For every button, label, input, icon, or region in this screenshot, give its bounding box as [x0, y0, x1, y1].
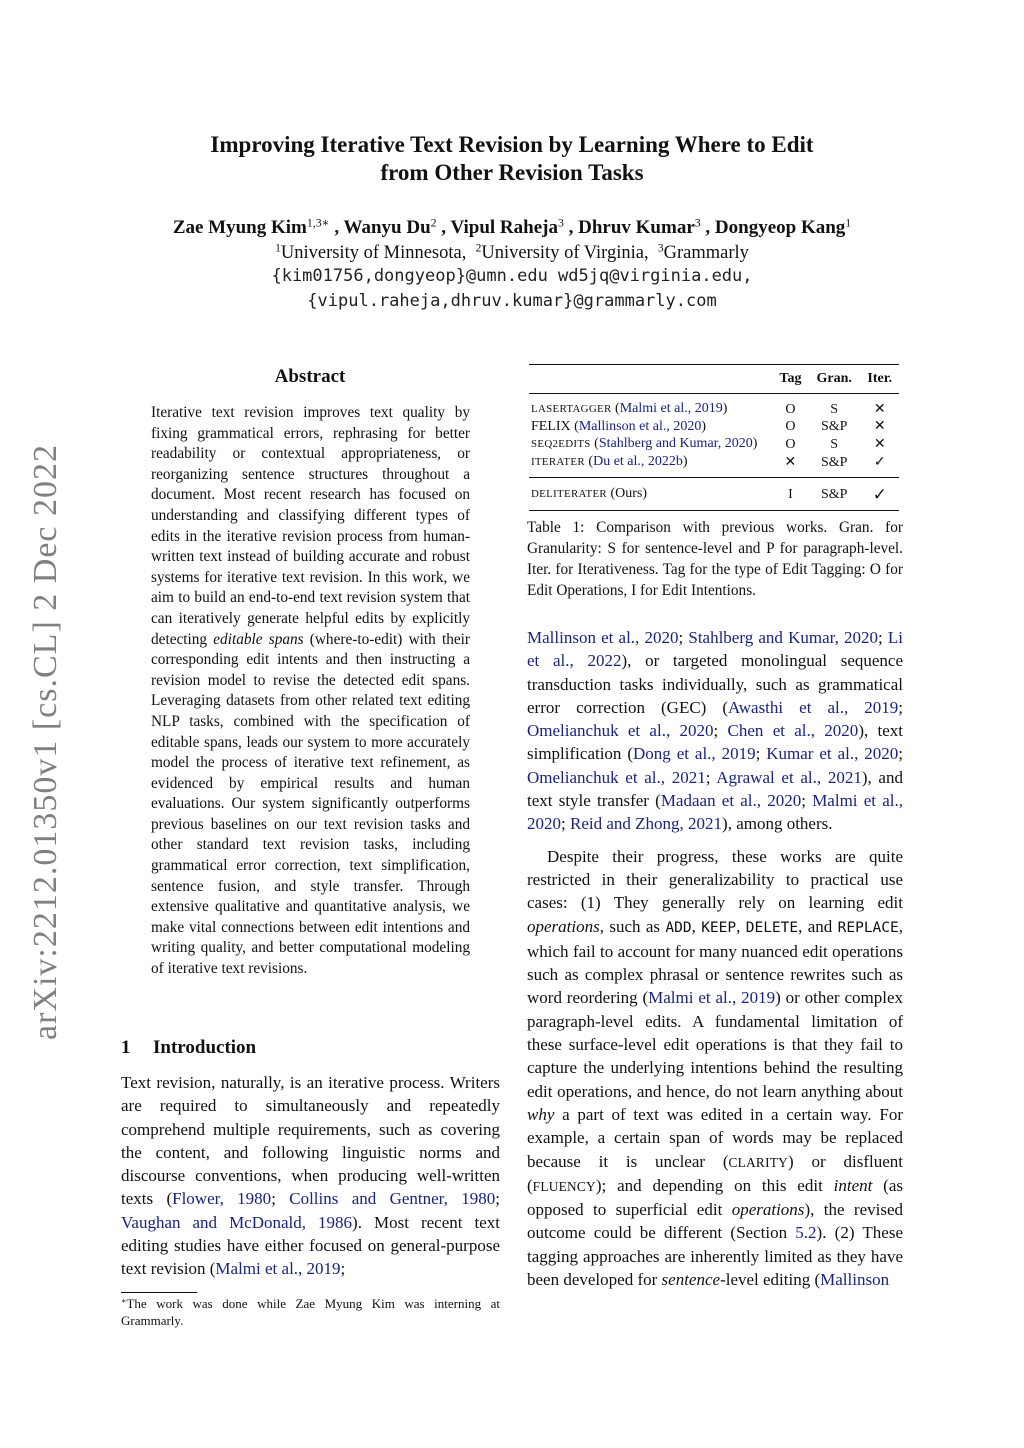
affiliation: University of Minnesota,	[280, 243, 467, 263]
operation-code: KEEP	[701, 919, 737, 936]
table-row	[529, 453, 899, 478]
intro-paragraph-1: Text revision, naturally, is an iterative process. Writers are required to simultaneously and repeatedly comprehend multiple requirements, such as covering the content, and following linguistic norms and discourse conventions, when producing well-written texts (Flower, 1980; Collins and Gentner, 1980; Vaughan and McDonald, 1986). Most recent text editing studies have either focused on general-purpose text revision (Malmi et al., 2019;	[121, 1073, 500, 1279]
table-cell-iter: ✓	[872, 484, 887, 504]
affil-mark: 3	[657, 242, 664, 255]
emphasis: operations	[731, 1200, 805, 1220]
section-ref-link[interactable]: 5.2	[795, 1223, 817, 1243]
author-name: Dongyeop Kang	[714, 217, 846, 238]
title-line-2: from Other Revision Tasks	[380, 160, 644, 185]
table-cell-iter: ✓	[873, 454, 886, 470]
email-line-1[interactable]: {kim01756,dongyeop}@umn.edu wd5jq@virginia.edu,	[271, 266, 753, 286]
email-block	[100, 264, 924, 314]
body-text: Despite their progress, these works are quite restricted in their generalizability to practical use cases: (1) They generally rely on learning edit	[527, 846, 903, 913]
body-text: ), or targeted monolingual sequence transduction tasks individually, such as grammatical error correction (GEC) (	[527, 651, 903, 717]
citation-link[interactable]: Collins and Gentner, 1980	[289, 1189, 496, 1209]
table-row	[529, 435, 899, 453]
table-cell-system: LASERTAGGER (Malmi et al., 2019)	[531, 401, 728, 416]
body-text: ) or disfluent (	[527, 1151, 903, 1195]
citation-link[interactable]: Awasthi et al., 2019	[728, 697, 899, 717]
author-name: Vipul Raheja	[450, 217, 558, 238]
operation-code: DELETE	[745, 919, 799, 936]
intro-paragraph-1-cont: Mallinson et al., 2020; Stahlberg and Kumar, 2020; Li et al., 2022), or targeted monolingual sequence transduction tasks individually, such as grammatical error correction (GEC) (Awasthi et al., 2019; Omelianchuk et al., 2020; Chen et al., 2020), text simplification (Dong et al., 2019; Kumar et al., 2020; Omelianchuk et al., 2021; Agrawal et al., 2021), and text style transfer (Madaan et al., 2020; Malmi et al., 2020; Reid and Zhong, 2021), among others.	[527, 628, 904, 834]
table-cell-iter: ✕	[873, 419, 886, 434]
title-line-1: Improving Iterative Text Revision by Learning Where to Edit	[210, 132, 814, 157]
system-name: LASERTAGGER	[531, 403, 612, 415]
email-line-2[interactable]: {vipul.raheja,dhruv.kumar}@grammarly.com	[307, 291, 717, 311]
body-text: Text revision, naturally, is an iterative process. Writers are required to simultaneously and repeatedly comprehend multiple requirements, such as covering the content, and following linguistic norms and discourse conventions, when producing well-written texts (	[121, 1073, 500, 1209]
intro-paragraph-2: Despite their progress, these works are quite restricted in their generalizability to practical use cases: (1) They generally rely on learning edit operations, such as ADD, KEEP, DELETE, and REPLACE, which fail to account for many nuanced edit operations such as complex phrasal or sentence rewrites such as word reordering (Malmi et al., 2019) or other complex paragraph-level edits. A fundamental limitation of these surface-level edit operations is that they fail to capture the underlying intentions behind the resulting edit operations, and hence, do not learn anything about why a part of text was edited in a certain way. For example, a certain span of words may be replaced because it is unclear (CLARITY) or disfluent (FLUENCY); and depending on this edit intent (as opposed to superficial edit operations), the revised outcome could be different (Section 5.2). (2) These tagging approaches are inherently limited as they have been developed for sentence-level editing (Mallinson	[527, 846, 903, 1290]
footnote-text: The work was done while Zae Myung Kim was interning at Grammarly.	[121, 1296, 500, 1328]
comparison-table	[529, 364, 899, 511]
table-caption: Table 1: Comparison with previous works. Gran. for Granularity: S for sentence-level and P for paragraph-level. Iter. for Iterativeness. Tag for the type of Edit Tagging: O for Edit Operations, I for Edit Intentions.	[527, 519, 903, 599]
table-header-cell	[529, 365, 773, 394]
table-cell-gran: S	[830, 436, 839, 452]
system-note: (Ours)	[610, 486, 648, 501]
author-name: Zae Myung Kim	[172, 217, 307, 238]
citation-link[interactable]: Mallinson et al., 2020	[578, 419, 702, 434]
citation-link[interactable]: Omelianchuk et al., 2020	[527, 721, 714, 741]
body-text: a part of text was edited in a certain way. For example, a certain span of words may be replaced because it is unclear (	[527, 1104, 903, 1171]
abstract-text: Iterative text revision improves text quality by fixing grammatical errors, rephrasing for better readability or contextual appropriateness, or reorganizing sentence structures throughout a document. Most recent research has focused on understanding and classifying different types of edits in the iterative revision process from human-written text instead of building accurate and robust systems for iterative text revision. In this work, we aim to build an end-to-end text revision system that can iteratively generate helpful edits by explicitly detecting	[151, 404, 470, 648]
emphasis: why	[527, 1104, 555, 1124]
body-text: (as opposed to superficial edit	[527, 1175, 903, 1220]
abstract-emphasis: editable spans	[213, 630, 304, 648]
citation-link[interactable]: Du et al., 2022b	[593, 454, 683, 469]
author-affil-mark: 1	[845, 216, 852, 230]
affiliation: Grammarly	[663, 243, 749, 263]
table-header-row	[529, 365, 899, 394]
author-affil-mark: 2	[430, 216, 437, 230]
author-list: Zae Myung Kim$^{1,3∗}$ , Wanyu Du$^2$ , Vipul Raheja$^3$ , Dhruv Kumar$^3$ , Dongyeop Kang$^1$	[172, 216, 852, 238]
body-text: ), the revised outcome could be different (Section	[527, 1200, 903, 1243]
affiliation-list	[100, 241, 924, 266]
table-header-cell: Iter.	[867, 371, 893, 386]
citation-link[interactable]: Vaughan and McDonald, 1986	[121, 1212, 353, 1232]
citation-link[interactable]: Chen et al., 2020	[727, 721, 859, 741]
table-row	[529, 394, 899, 419]
abstract-text: (where-to-edit) with their corresponding edit intents and then instructing a revision model to revise the detected edit spans. Leveraging datasets from other related text editing NLP tasks, combined with the specification of editable spans, leads our system to more accurately model the process of iterative text refinement, as evidenced by empirical results and human evaluations. Our system significantly outperforms previous baselines on our text revision tasks and other standard text revision tasks, including grammatical error correction, text simplification, sentence fusion, and style transfer. Through extensive qualitative and quantitative analysis, we make vital connections between edit intentions and writing quality, and better computational modeling of iterative text revisions.	[151, 630, 470, 978]
body-text: ), among others.	[722, 814, 833, 834]
citation-link[interactable]: Omelianchuk et al., 2021	[527, 767, 706, 787]
body-text: ). Most recent text editing studies have either focused on general-purpose text revision (	[121, 1212, 500, 1279]
table-cell-system: ITERATER (Du et al., 2022b)	[531, 454, 688, 469]
affil-mark: 2	[475, 242, 482, 255]
table-cell-tag: ✕	[784, 454, 797, 470]
intent-label: CLARITY	[728, 1154, 789, 1170]
emphasis: operations	[527, 916, 600, 936]
body-text: , such as	[599, 916, 666, 936]
table-cell-tag: I	[788, 486, 793, 502]
abstract-heading: Abstract	[274, 366, 346, 387]
citation-link[interactable]: Malmi et al., 2019	[215, 1259, 341, 1279]
footnote-rule	[121, 1292, 197, 1293]
table-cell-system: FELIX (Mallinson et al., 2020)	[531, 419, 707, 434]
citation-link[interactable]: Mallinson et al., 2020	[527, 628, 679, 647]
system-name: SEQ2EDITS	[531, 438, 591, 450]
table-cell-iter: ✕	[873, 401, 886, 417]
table-cell-gran: S&P	[820, 419, 848, 434]
affiliation: University of Virginia,	[481, 243, 649, 263]
table-cell-tag: O	[785, 419, 796, 434]
body-text: ) or other complex paragraph-level edits. A fundamental limitation of these surface-level edit operations is that they fail to capture the underlying intentions behind the resulting edit operations, and hence, do not learn anything about	[527, 988, 903, 1101]
citation-link[interactable]: Dong et al., 2019	[633, 744, 756, 764]
system-name: FELIX	[531, 419, 571, 434]
intro-right-column	[527, 626, 903, 1291]
emphasis: intent	[833, 1175, 873, 1195]
intro-left-column	[121, 1071, 500, 1281]
author-name: Wanyu Du	[343, 217, 431, 238]
emphasis: sentence	[661, 1270, 721, 1290]
table-cell-gran: S&P	[820, 486, 848, 502]
citation-link[interactable]: Li et al., 2022	[527, 628, 904, 671]
paper-title	[150, 131, 874, 187]
body-text: -level editing (	[720, 1270, 821, 1290]
table-row	[529, 418, 899, 435]
citation-link[interactable]: Agrawal et al., 2021	[716, 767, 862, 787]
intent-label: FLUENCY	[532, 1178, 596, 1194]
table-cell-tag: O	[785, 436, 796, 452]
operation-code: ADD	[665, 919, 692, 936]
citation-link[interactable]: Malmi et al., 2019	[648, 988, 776, 1008]
operation-code: REPLACE	[837, 919, 899, 936]
citation-link[interactable]: Kumar et al., 2020	[766, 744, 899, 764]
footnote-mark: ∗	[121, 1296, 127, 1306]
table-row-ours	[529, 478, 899, 511]
table-cell-system	[529, 478, 773, 511]
table-header-cell: Gran.	[816, 371, 852, 386]
author-affil-mark: 1,3∗	[306, 216, 330, 230]
arxiv-sidebar-stamp[interactable]: arXiv:2212.01350v1 [cs.CL] 2 Dec 2022	[27, 443, 64, 1040]
citation-link[interactable]: Stahlberg and Kumar, 2020	[598, 436, 753, 451]
footnote	[121, 1295, 500, 1329]
body-text: ), and text style transfer (	[527, 767, 903, 811]
author-affil-mark: 3	[557, 216, 564, 230]
table-header-cell: Tag	[779, 371, 802, 386]
citation-link[interactable]: Madaan et al., 2020	[660, 791, 802, 811]
citation-link[interactable]: Mallinson	[820, 1270, 890, 1290]
citation-link[interactable]: Flower, 1980	[172, 1189, 272, 1209]
affil-mark: 1	[275, 242, 281, 255]
system-name: DELITERATER	[531, 488, 607, 500]
author-affil-mark: 3	[694, 216, 701, 230]
section-heading	[121, 1037, 256, 1059]
abstract-body	[151, 403, 470, 980]
table-cell-iter: ✕	[873, 436, 886, 452]
table-cell-tag: O	[785, 401, 796, 417]
table-cell-system: SEQ2EDITS (Stahlberg and Kumar, 2020)	[531, 436, 758, 451]
citation-link[interactable]: Reid and Zhong, 2021	[569, 814, 723, 834]
table-cell-gran: S	[830, 401, 839, 417]
citation-link[interactable]: Malmi et al., 2020	[527, 791, 903, 834]
body-text: ), text simplification (	[527, 721, 904, 764]
body-text: ); and depending on this edit	[595, 1175, 834, 1195]
section-number: 1	[121, 1037, 131, 1058]
body-text: , and	[798, 916, 838, 936]
citation-link[interactable]: Stahlberg and Kumar, 2020	[688, 628, 879, 647]
body-text: ). (2) These tagging approaches are inherently limited as they have been developed for	[527, 1223, 903, 1290]
table-cell-gran: S&P	[820, 454, 848, 470]
system-name: ITERATER	[531, 456, 585, 468]
section-title: Introduction	[153, 1037, 257, 1058]
body-text: , which fail to account for many nuanced edit operations such as complex phrasal or sentence rewrites such as word reordering (	[527, 916, 903, 1008]
citation-link[interactable]: Malmi et al., 2019	[619, 401, 723, 416]
author-name: Dhruv Kumar	[578, 217, 695, 238]
